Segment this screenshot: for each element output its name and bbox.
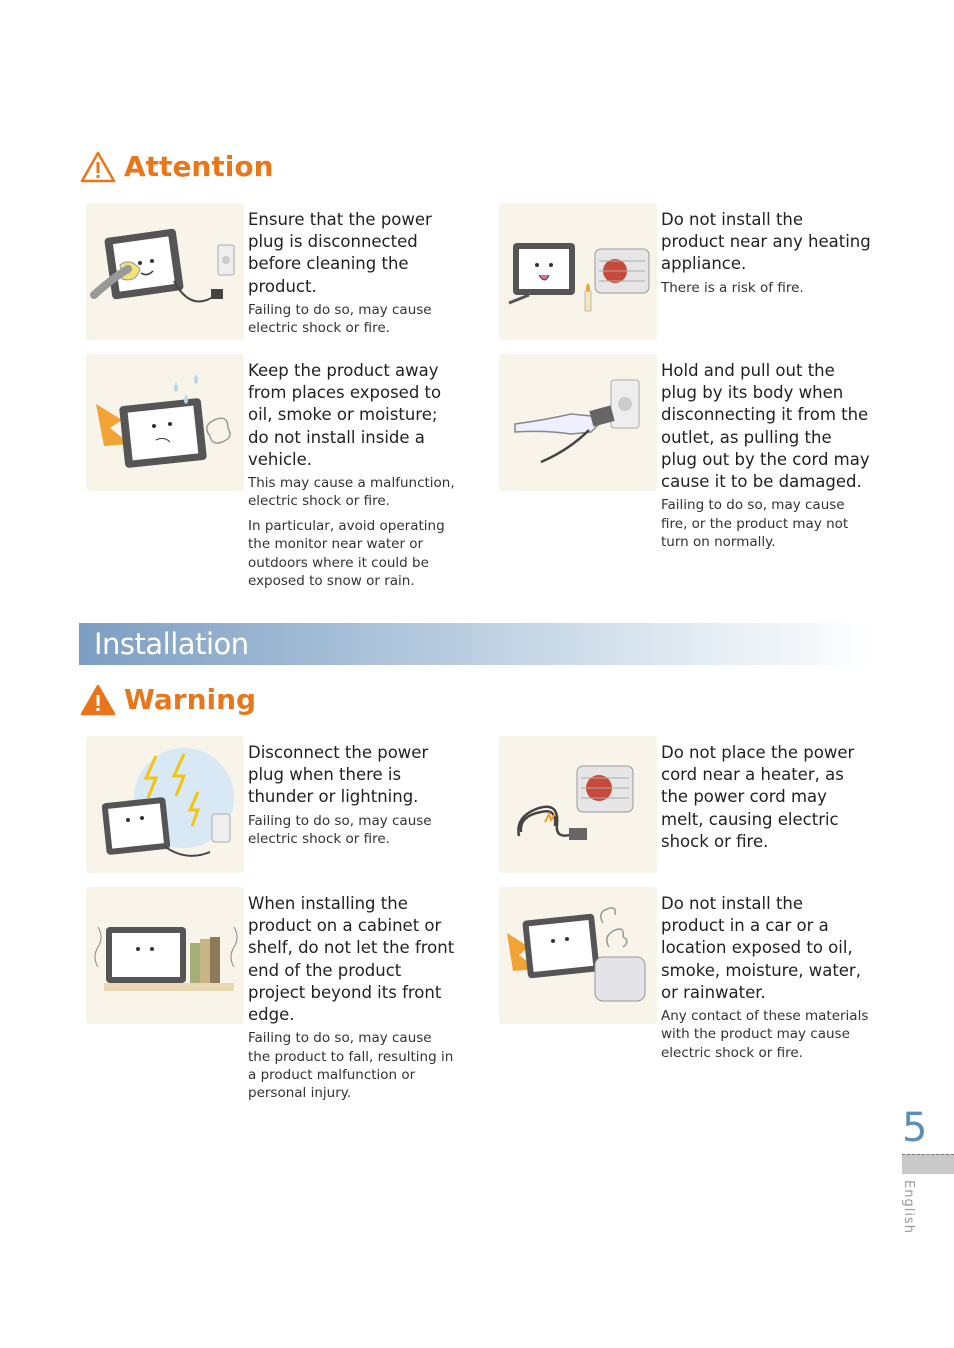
attention-item-4-main: Hold and pull out the plug by its body when disconnecting it from the outlet, as pulling the plug out by the cord may cause it to be damaged. — [661, 361, 870, 492]
attention-item-1-main: Ensure that the power plug is disconnected before cleaning the product. — [248, 210, 432, 296]
attention-item-3-main: Keep the product away from places exposed to oil, smoke or moisture; do not install inside a vehicle. — [248, 361, 442, 469]
warning-item-3-main: When installing the product on a cabinet or shelf, do not let the front end of the product project beyond its front edge. — [248, 894, 455, 1025]
installation-title: Installation — [94, 627, 249, 661]
attention-heading — [80, 150, 274, 183]
attention-item-4-sub: Failing to do so, may cause fire, or the product may not turn on normally. — [661, 497, 849, 551]
warning-item-2-main: Do not place the power cord near a heater, as the power cord may melt, causing electric shock or fire. — [661, 743, 855, 851]
page-number: 5 — [902, 1105, 928, 1151]
attention-item-2-sub: There is a risk of fire. — [661, 279, 804, 296]
installation-banner — [79, 623, 872, 665]
attention-item-1-sub: Failing to do so, may cause electric shock or fire. — [248, 301, 432, 337]
lightning-illustration — [86, 736, 244, 873]
attention-item-2-main: Do not install the product near any heating appliance. — [661, 210, 871, 274]
warning-item-4-sub: Any contact of these materials with the product may cause electric shock or fire. — [661, 1008, 869, 1061]
warning-item-1-main: Disconnect the power plug when there is thunder or lightning. — [248, 743, 429, 807]
warning-item-4-main: Do not install the product in a car or a location exposed to oil, smoke, moisture, water, or rainwater. — [661, 894, 861, 1002]
language-label: English — [901, 1180, 916, 1234]
page-tab-bar — [902, 1154, 954, 1174]
warning-filled-icon — [80, 684, 116, 716]
moisture-illustration — [86, 354, 244, 491]
cord-heater-illustration — [499, 736, 657, 873]
attention-title: Attention — [124, 150, 274, 183]
warning-title: Warning — [124, 683, 257, 716]
warning-heading — [80, 683, 256, 716]
attention-item-3-sub-1: This may cause a malfunction, electric shock or fire. — [248, 475, 455, 510]
heater-illustration — [499, 203, 657, 340]
warning-item-1-sub: Failing to do so, may cause electric shock or fire. — [248, 812, 432, 848]
warning-outline-icon — [80, 151, 116, 183]
humidifier-illustration — [499, 887, 657, 1024]
warning-item-3-sub: Failing to do so, may cause the product to fall, resulting in a product malfunction or personal injury. — [248, 1030, 454, 1102]
unplug-illustration — [499, 354, 657, 491]
cleaning-illustration — [86, 203, 244, 340]
attention-item-3-sub-2: In particular, avoid operating the monitor near water or outdoors where it could be exposed to snow or rain. — [248, 517, 445, 590]
shelf-illustration — [86, 887, 244, 1024]
